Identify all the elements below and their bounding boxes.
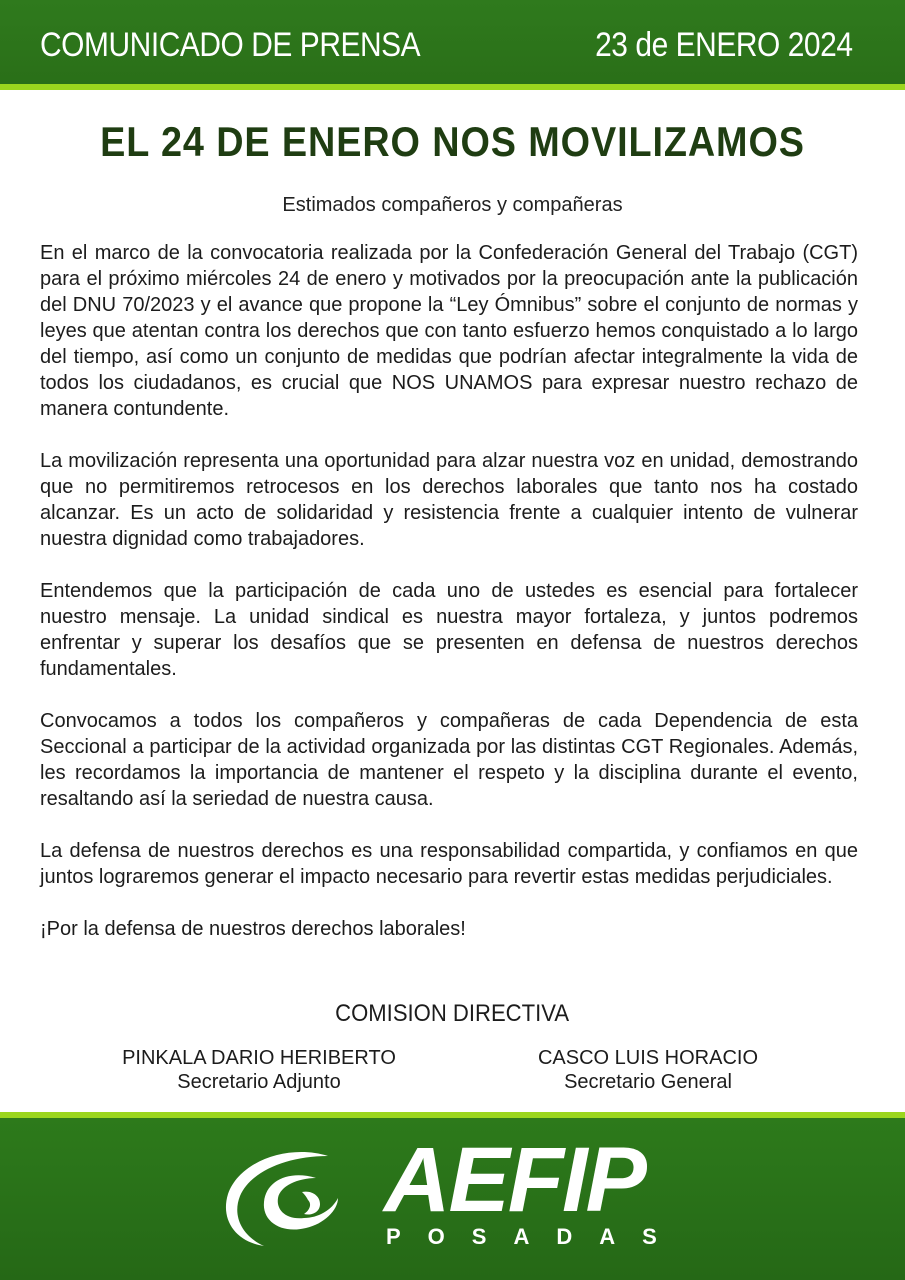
press-release-label: COMUNICADO DE PRENSA	[40, 26, 421, 64]
signature-heading: COMISION DIRECTIVA	[335, 1000, 570, 1027]
signatory-role: Secretario General	[564, 1071, 732, 1093]
signatory-role: Secretario Adjunto	[177, 1071, 341, 1093]
paragraph: Entendemos que la participación de cada uno de ustedes es esencial para fortalecer nuestro mensaje. La unidad sindical es nuestra mayor fortaleza, y juntos podremos enfrentar y superar los desafíos que se presenten en defensa de nuestros derechos fundamentales.	[40, 580, 858, 680]
body-text	[40, 240, 858, 968]
signature-right	[478, 1046, 818, 1094]
signatory-name: CASCO LUIS HORACIO	[537, 1047, 759, 1069]
paragraph: La movilización representa una oportunidad para alzar nuestra voz en unidad, demostrando que no permitiremos retrocesos en los derechos laborales que tanto nos ha costado alcanzar. Es un acto de solidaridad y resistencia frente a cualquier intento de vulnerar nuestra dignidad como trabajadores.	[40, 450, 858, 550]
aefip-logo-subtitle: POSADAS	[386, 1224, 684, 1249]
paragraph: En el marco de la convocatoria realizada por la Confederación General del Trabajo (CGT) para el próximo miércoles 24 de enero y motivados por la preocupación ante la publicación del DNU 70/2023 y el avance que propone la “Ley Ómnibus” sobre el conjunto de normas y leyes que atentan contra los derechos que con tanto esfuerzo hemos conquistado a lo largo del tiempo, así como un conjunto de medidas que podrían afectar integralmente la vida de todos los ciudadanos, es crucial que NOS UNAMOS para expresar nuestro rechazo de manera contundente.	[40, 242, 858, 420]
signature-left	[89, 1046, 429, 1094]
header-accent-stripe	[0, 84, 905, 90]
header-bar	[0, 0, 905, 84]
page-title: EL 24 DE ENERO NOS MOVILIZAMOS	[100, 118, 805, 165]
closing-line: ¡Por la defensa de nuestros derechos laborales!	[40, 918, 466, 940]
greeting: Estimados compañeros y compañeras	[282, 194, 623, 216]
aefip-swirl-icon	[220, 1150, 360, 1248]
paragraph: Convocamos a todos los compañeros y compañeras de cada Dependencia de esta Seccional a participar de la actividad organizada por las distintas CGT Regionales. Además, les recordamos la importancia de mantener el respeto y la disciplina durante el evento, resaltando así la seriedad de nuestra causa.	[40, 710, 858, 810]
paragraph: La defensa de nuestros derechos es una responsabilidad compartida, y confiamos en que juntos lograremos generar el impacto necesario para revertir estas medidas perjudiciales.	[40, 840, 858, 888]
signatory-name: PINKALA DARIO HERIBERTO	[122, 1047, 396, 1069]
aefip-logo-wordmark: AEFIP	[384, 1129, 645, 1231]
release-date: 23 de ENERO 2024	[595, 26, 853, 64]
